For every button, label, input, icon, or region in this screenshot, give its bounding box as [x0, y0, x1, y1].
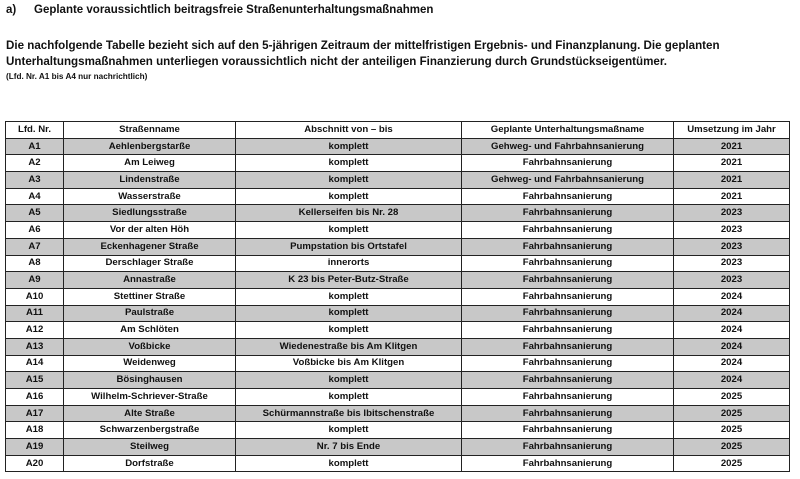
- cell-massnahme: Fahrbahnsanierung: [462, 439, 674, 456]
- cell-strassenname: Steilweg: [64, 439, 236, 456]
- header-strassenname: Straßenname: [64, 122, 236, 139]
- cell-abschnitt: komplett: [236, 305, 462, 322]
- cell-jahr: 2023: [674, 255, 790, 272]
- cell-abschnitt: komplett: [236, 155, 462, 172]
- cell-abschnitt: Voßbicke bis Am Klitgen: [236, 355, 462, 372]
- header-lfd-nr: Lfd. Nr.: [6, 122, 64, 139]
- table-row: [6, 338, 790, 355]
- cell-strassenname: Weidenweg: [64, 355, 236, 372]
- cell-lfd-nr: A8: [6, 255, 64, 272]
- cell-jahr: 2025: [674, 422, 790, 439]
- cell-strassenname: Wasserstraße: [64, 188, 236, 205]
- table-row: [6, 455, 790, 472]
- cell-strassenname: Dorfstraße: [64, 455, 236, 472]
- table-row: [6, 155, 790, 172]
- cell-lfd-nr: A3: [6, 172, 64, 189]
- intro-paragraph: [6, 38, 796, 70]
- table-row: [6, 238, 790, 255]
- cell-lfd-nr: A12: [6, 322, 64, 339]
- cell-abschnitt: komplett: [236, 422, 462, 439]
- cell-massnahme: Fahrbahnsanierung: [462, 422, 674, 439]
- cell-lfd-nr: A11: [6, 305, 64, 322]
- table-body: [6, 138, 790, 472]
- cell-lfd-nr: A1: [6, 138, 64, 155]
- table-row: [6, 172, 790, 189]
- cell-strassenname: Alte Straße: [64, 405, 236, 422]
- cell-massnahme: Fahrbahnsanierung: [462, 272, 674, 289]
- measures-table: [5, 121, 790, 472]
- cell-lfd-nr: A6: [6, 222, 64, 239]
- cell-massnahme: Fahrbahnsanierung: [462, 222, 674, 239]
- cell-jahr: 2024: [674, 355, 790, 372]
- table-row: [6, 439, 790, 456]
- cell-massnahme: Fahrbahnsanierung: [462, 455, 674, 472]
- cell-massnahme: Fahrbahnsanierung: [462, 322, 674, 339]
- cell-abschnitt: komplett: [236, 138, 462, 155]
- table-row: [6, 255, 790, 272]
- cell-lfd-nr: A14: [6, 355, 64, 372]
- cell-abschnitt: Pumpstation bis Ortstafel: [236, 238, 462, 255]
- cell-massnahme: Fahrbahnsanierung: [462, 338, 674, 355]
- cell-jahr: 2021: [674, 138, 790, 155]
- table-row: [6, 205, 790, 222]
- cell-lfd-nr: A19: [6, 439, 64, 456]
- cell-jahr: 2023: [674, 238, 790, 255]
- cell-jahr: 2025: [674, 455, 790, 472]
- intro-line-1: Die nachfolgende Tabelle bezieht sich auf den 5-jährigen Zeitraum der mittelfristigen Ergebnis- und Finanzplanung. Die geplanten: [6, 39, 720, 52]
- cell-jahr: 2024: [674, 372, 790, 389]
- section-marker: a): [6, 4, 17, 16]
- cell-lfd-nr: A5: [6, 205, 64, 222]
- cell-abschnitt: Schürmannstraße bis Ibitschenstraße: [236, 405, 462, 422]
- header-jahr: Umsetzung im Jahr: [674, 122, 790, 139]
- table-row: [6, 188, 790, 205]
- cell-strassenname: Bösinghausen: [64, 372, 236, 389]
- cell-jahr: 2024: [674, 305, 790, 322]
- cell-abschnitt: Kellerseifen bis Nr. 28: [236, 205, 462, 222]
- cell-massnahme: Fahrbahnsanierung: [462, 255, 674, 272]
- cell-abschnitt: K 23 bis Peter-Butz-Straße: [236, 272, 462, 289]
- cell-jahr: 2023: [674, 222, 790, 239]
- cell-abschnitt: Wiedenestraße bis Am Klitgen: [236, 338, 462, 355]
- table-row: [6, 372, 790, 389]
- cell-jahr: 2023: [674, 205, 790, 222]
- section-heading: [6, 4, 433, 16]
- table-row: [6, 389, 790, 406]
- cell-jahr: 2024: [674, 288, 790, 305]
- cell-abschnitt: komplett: [236, 455, 462, 472]
- intro-note: (Lfd. Nr. A1 bis A4 nur nachrichtlich): [6, 72, 148, 81]
- cell-strassenname: Voßbicke: [64, 338, 236, 355]
- section-title: Geplante voraussichtlich beitragsfreie Straßenunterhaltungsmaßnahmen: [34, 4, 434, 16]
- cell-abschnitt: komplett: [236, 288, 462, 305]
- cell-jahr: 2024: [674, 322, 790, 339]
- cell-massnahme: Gehweg- und Fahrbahnsanierung: [462, 172, 674, 189]
- header-massnahme: Geplante Unterhaltungsmaßname: [462, 122, 674, 139]
- cell-strassenname: Lindenstraße: [64, 172, 236, 189]
- cell-jahr: 2021: [674, 188, 790, 205]
- cell-strassenname: Am Leiweg: [64, 155, 236, 172]
- cell-lfd-nr: A17: [6, 405, 64, 422]
- cell-strassenname: Wilhelm-Schriever-Straße: [64, 389, 236, 406]
- table-row: [6, 222, 790, 239]
- cell-lfd-nr: A18: [6, 422, 64, 439]
- cell-massnahme: Fahrbahnsanierung: [462, 372, 674, 389]
- cell-massnahme: Fahrbahnsanierung: [462, 155, 674, 172]
- table-header-row: [6, 122, 790, 139]
- cell-jahr: 2021: [674, 172, 790, 189]
- cell-strassenname: Am Schlöten: [64, 322, 236, 339]
- cell-massnahme: Fahrbahnsanierung: [462, 288, 674, 305]
- cell-strassenname: Stettiner Straße: [64, 288, 236, 305]
- table-row: [6, 288, 790, 305]
- cell-massnahme: Fahrbahnsanierung: [462, 188, 674, 205]
- table-row: [6, 305, 790, 322]
- cell-massnahme: Fahrbahnsanierung: [462, 205, 674, 222]
- cell-jahr: 2025: [674, 405, 790, 422]
- cell-lfd-nr: A7: [6, 238, 64, 255]
- table-row: [6, 355, 790, 372]
- cell-strassenname: Paulstraße: [64, 305, 236, 322]
- intro-line-2: Unterhaltungsmaßnahmen unterliegen voraussichtlich nicht der anteiligen Finanzierung durch Grundstückseigentümer.: [6, 55, 667, 68]
- cell-lfd-nr: A2: [6, 155, 64, 172]
- cell-jahr: 2024: [674, 338, 790, 355]
- table-row: [6, 272, 790, 289]
- cell-strassenname: Siedlungsstraße: [64, 205, 236, 222]
- cell-abschnitt: komplett: [236, 372, 462, 389]
- cell-jahr: 2021: [674, 155, 790, 172]
- cell-massnahme: Gehweg- und Fahrbahnsanierung: [462, 138, 674, 155]
- cell-massnahme: Fahrbahnsanierung: [462, 355, 674, 372]
- cell-abschnitt: Nr. 7 bis Ende: [236, 439, 462, 456]
- cell-lfd-nr: A16: [6, 389, 64, 406]
- cell-strassenname: Eckenhagener Straße: [64, 238, 236, 255]
- cell-lfd-nr: A13: [6, 338, 64, 355]
- cell-massnahme: Fahrbahnsanierung: [462, 305, 674, 322]
- cell-massnahme: Fahrbahnsanierung: [462, 238, 674, 255]
- cell-strassenname: Annastraße: [64, 272, 236, 289]
- cell-abschnitt: komplett: [236, 172, 462, 189]
- cell-lfd-nr: A4: [6, 188, 64, 205]
- cell-jahr: 2023: [674, 272, 790, 289]
- cell-abschnitt: komplett: [236, 389, 462, 406]
- cell-lfd-nr: A20: [6, 455, 64, 472]
- cell-massnahme: Fahrbahnsanierung: [462, 405, 674, 422]
- table-row: [6, 138, 790, 155]
- table-row: [6, 422, 790, 439]
- table-row: [6, 322, 790, 339]
- cell-strassenname: Aehlenbergstarße: [64, 138, 236, 155]
- cell-lfd-nr: A10: [6, 288, 64, 305]
- table-row: [6, 405, 790, 422]
- cell-abschnitt: innerorts: [236, 255, 462, 272]
- cell-lfd-nr: A9: [6, 272, 64, 289]
- cell-massnahme: Fahrbahnsanierung: [462, 389, 674, 406]
- header-abschnitt: Abschnitt von – bis: [236, 122, 462, 139]
- cell-abschnitt: komplett: [236, 188, 462, 205]
- cell-strassenname: Schwarzenbergstraße: [64, 422, 236, 439]
- cell-jahr: 2025: [674, 439, 790, 456]
- cell-strassenname: Derschlager Straße: [64, 255, 236, 272]
- cell-lfd-nr: A15: [6, 372, 64, 389]
- cell-strassenname: Vor der alten Höh: [64, 222, 236, 239]
- cell-jahr: 2025: [674, 389, 790, 406]
- cell-abschnitt: komplett: [236, 322, 462, 339]
- cell-abschnitt: komplett: [236, 222, 462, 239]
